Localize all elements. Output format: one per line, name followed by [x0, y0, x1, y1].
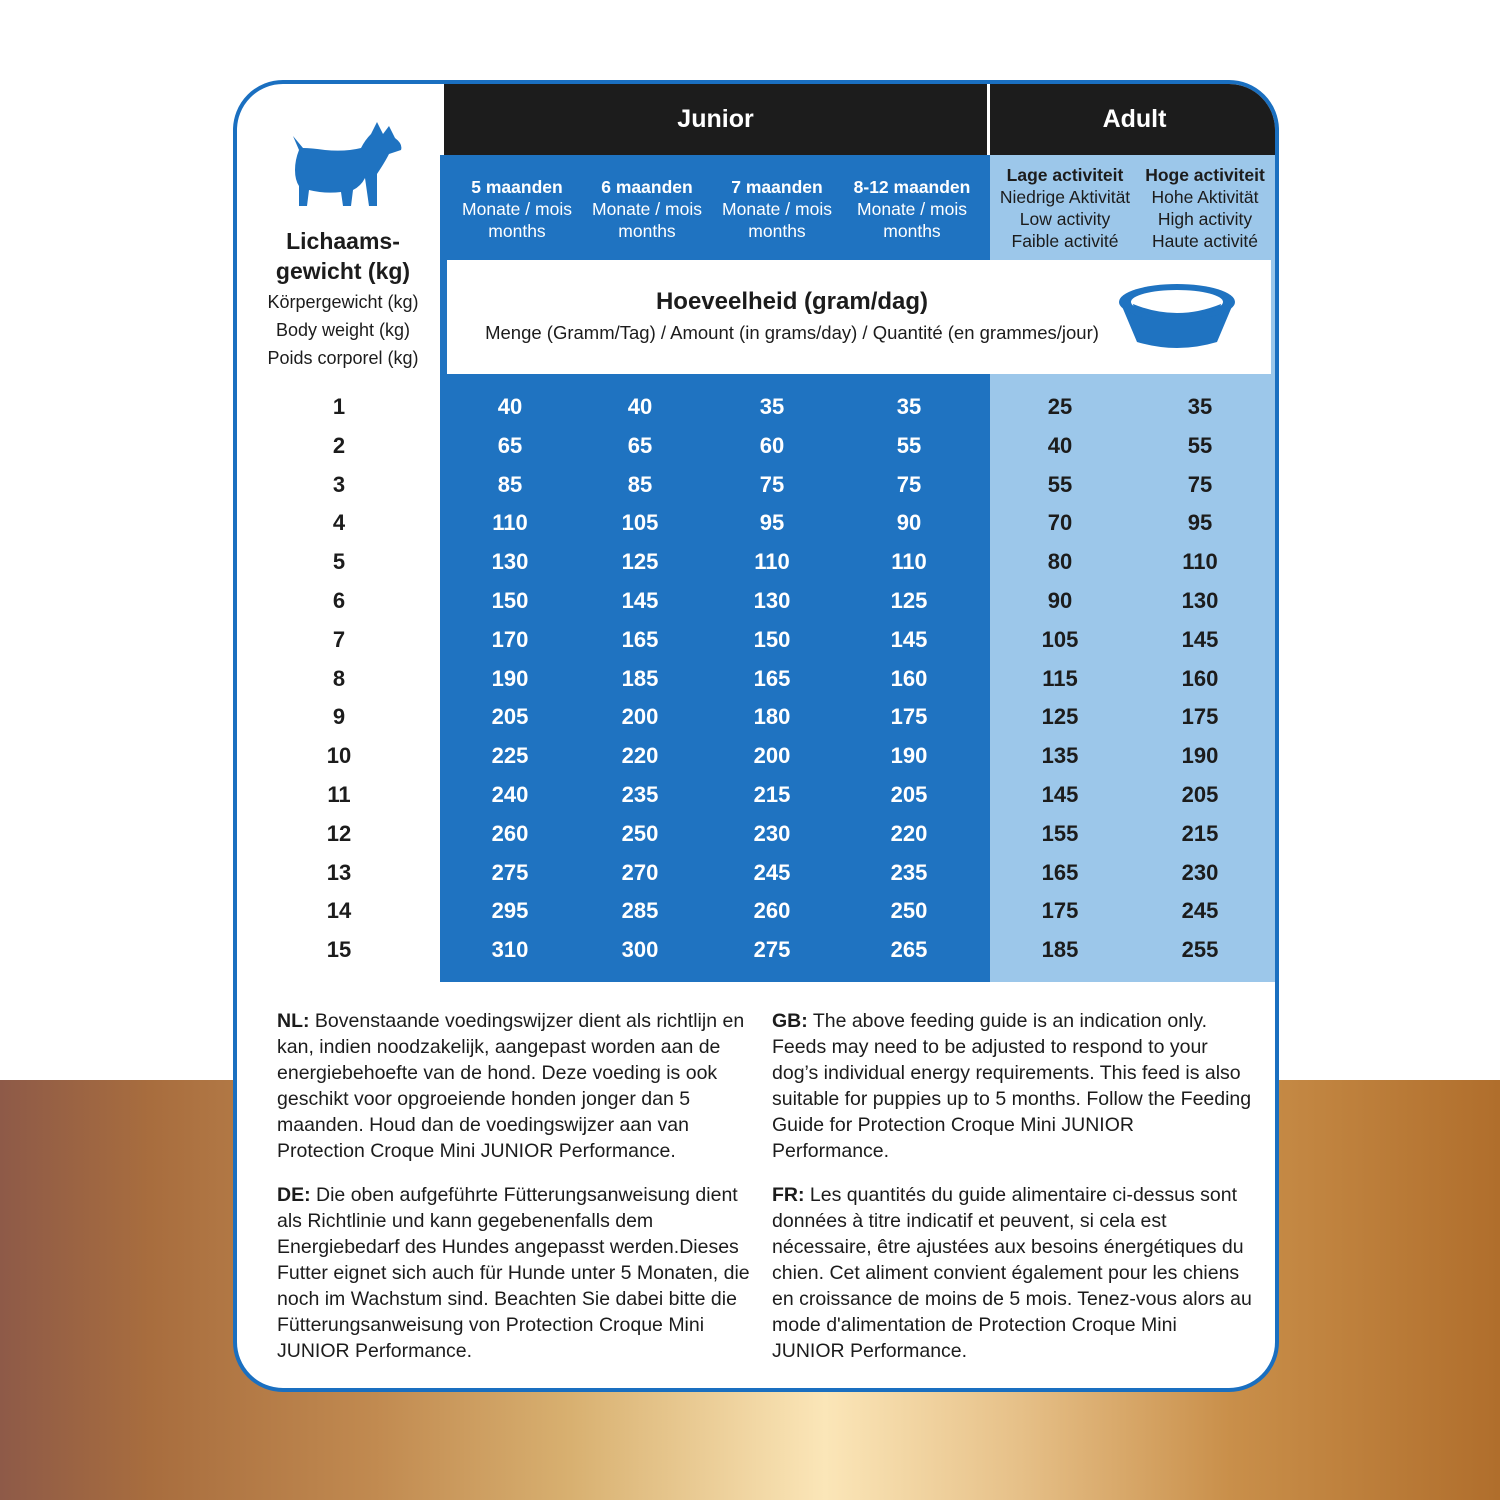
amount-cell: 265: [890, 937, 928, 963]
amount-cell: 190: [890, 743, 928, 769]
body-weight-cell: 11: [327, 782, 351, 807]
column-subtitle: Monate / mois: [857, 199, 967, 219]
amount-cell: 75: [759, 471, 785, 497]
note-text: Les quantités du guide alimentaire ci-dessus sont données à titre indicatif et peuvent, si cela est nécessaire, être ajustées aux besoins énergétiques du chien. Cet aliment convient également pour les chiens en croissance de moins de 5 mois. Tenez-vous alors au mode d'alimentation de Protection Croque Mini JUNIOR Performance.: [772, 1184, 1252, 1362]
amount-cell: 205: [1181, 782, 1219, 807]
body-weight-cell: 7: [332, 626, 346, 652]
amount-cell: 125: [621, 549, 659, 575]
column-subtitle: Haute activité: [1151, 231, 1259, 251]
amount-cell: 295: [491, 898, 529, 924]
amount-cell: 250: [890, 898, 928, 924]
body-weight-cell: 2: [332, 432, 346, 458]
amount-cell: 245: [753, 859, 791, 885]
amount-cell: 35: [896, 394, 922, 419]
amount-cell: 65: [627, 432, 653, 458]
amount-cell: 220: [890, 820, 928, 846]
column-header-7-months: [712, 176, 842, 242]
note-fr: [772, 1182, 1254, 1364]
amount-cell: 65: [497, 432, 523, 458]
amount-cell: 250: [621, 820, 659, 846]
table-row: [237, 696, 1279, 735]
column-header-6-months: [582, 176, 712, 242]
amount-cell: 255: [1181, 937, 1219, 963]
body-weight-cell: 9: [332, 704, 346, 730]
column-subtitle: months: [618, 221, 676, 241]
amount-cell: 190: [491, 665, 529, 691]
table-row: [237, 774, 1279, 813]
food-bowl-icon: [1117, 280, 1237, 350]
amount-cell: 260: [491, 820, 529, 846]
column-subtitle: Hohe Aktivität: [1151, 187, 1259, 207]
column-title: 8-12 maanden: [853, 177, 971, 197]
junior-header: [444, 84, 987, 155]
amount-cell: 230: [1181, 859, 1219, 885]
table-row: [237, 813, 1279, 852]
column-subtitle: months: [488, 221, 546, 241]
amount-cell: 175: [890, 704, 928, 730]
body-weight-cell: 15: [326, 937, 352, 963]
amount-cell: 215: [1181, 820, 1219, 846]
amount-cell: 40: [627, 394, 653, 419]
amount-cell: 110: [754, 549, 790, 575]
note-de: [277, 1182, 759, 1364]
amount-cell: 185: [621, 665, 659, 691]
column-subtitle: Niedrige Aktivität: [999, 187, 1131, 207]
amount-cell: 270: [621, 859, 659, 885]
amount-cell: 130: [1181, 588, 1219, 613]
amount-cell: 215: [753, 782, 791, 807]
body-weight-cell: 12: [326, 820, 352, 846]
body-weight-cell: 4: [332, 510, 346, 536]
amount-cell: 175: [1181, 704, 1219, 730]
table-row: [237, 890, 1279, 929]
amount-cell: 115: [1042, 665, 1078, 691]
amount-cell: 180: [753, 704, 791, 730]
amount-title: Hoeveelheid (gram/dag): [655, 288, 929, 315]
body-weight-en: Body weight (kg): [275, 320, 411, 340]
dog-icon: [285, 120, 411, 208]
amount-cell: 25: [1047, 394, 1073, 419]
amount-cell: 35: [1187, 394, 1213, 419]
amount-cell: 165: [753, 665, 791, 691]
amount-cell: 185: [1041, 937, 1079, 963]
amount-cell: 220: [621, 743, 659, 769]
amount-subtitle: Menge (Gramm/Tag) / Amount (in grams/day) / Quantité (en grammes/jour): [485, 322, 1099, 343]
amount-cell: 160: [890, 665, 928, 691]
amount-cell: 40: [1047, 432, 1073, 458]
column-title: 5 maanden: [471, 177, 563, 197]
amount-cell: 135: [1041, 743, 1079, 769]
amount-cell: 90: [896, 510, 922, 536]
body-weight-nl-line1: Lichaams-: [286, 228, 400, 254]
amount-cell: 205: [890, 782, 928, 807]
amount-cell: 55: [1047, 471, 1073, 497]
column-subtitle: Monate / mois: [462, 199, 572, 219]
amount-cell: 90: [1047, 588, 1073, 613]
amount-cell: 285: [621, 898, 659, 924]
body-weight-nl-line2: gewicht (kg): [275, 258, 411, 284]
table-row: [237, 386, 1279, 425]
amount-cell: 300: [621, 937, 659, 963]
amount-cell: 130: [491, 549, 529, 575]
table-row: [237, 852, 1279, 891]
column-title: Lage activiteit: [1006, 165, 1124, 185]
amount-cell: 275: [753, 937, 791, 963]
amount-cell: 80: [1047, 549, 1073, 575]
amount-cell: 75: [896, 471, 922, 497]
amount-cell: 105: [1041, 626, 1079, 652]
column-subtitle: Low activity: [1019, 209, 1111, 229]
column-title: Hoge activiteit: [1145, 165, 1265, 185]
table-row: [237, 735, 1279, 774]
amount-cell: 145: [890, 626, 928, 652]
body-weight-cell: 5: [332, 549, 346, 575]
column-header-high-activity: [1135, 164, 1275, 252]
body-weight-cell: 1: [332, 394, 346, 419]
amount-cell: 35: [759, 394, 785, 419]
amount-cell: 110: [1182, 549, 1218, 575]
amount-cell: 200: [753, 743, 791, 769]
amount-cell: 235: [621, 782, 659, 807]
note-text: Die oben aufgeführte Fütterungsanweisung dient als Richtlinie und kann gegebenenfalls dem Energiebedarf des Hundes angepasst werden.Dieses Futter eignet sich auch für Hunde unter 5 Monaten, die noch im Wachstum sind. Beachten Sie dabei bitte die Fütterungsanweisung von Protection Croque Mini JUNIOR Performance.: [277, 1184, 750, 1362]
column-header-low-activity: [995, 164, 1135, 252]
note-label: GB:: [772, 1010, 808, 1032]
amount-cell: 60: [759, 432, 785, 458]
column-subtitle: High activity: [1157, 209, 1253, 229]
table-row: [237, 658, 1279, 697]
amount-cell: 165: [1041, 859, 1079, 885]
amount-cell: 145: [621, 588, 659, 613]
feeding-guide-card: [233, 80, 1279, 1392]
amount-cell: 310: [491, 937, 529, 963]
amount-cell: 110: [891, 549, 927, 575]
column-subtitle: Faible activité: [1011, 231, 1119, 251]
amount-cell: 95: [759, 510, 785, 536]
amount-cell: 165: [621, 626, 659, 652]
adult-header-label: Adult: [1102, 105, 1167, 133]
table-row: [237, 502, 1279, 541]
amount-cell: 190: [1181, 743, 1219, 769]
table-row: [237, 929, 1279, 968]
amount-cell: 125: [890, 588, 928, 613]
amount-cell: 275: [491, 859, 529, 885]
amount-cell: 145: [1181, 626, 1219, 652]
column-title: 7 maanden: [731, 177, 823, 197]
note-nl: [277, 1008, 759, 1164]
junior-header-label: Junior: [677, 105, 754, 133]
amount-cell: 175: [1041, 898, 1079, 924]
body-weight-cell: 13: [326, 859, 352, 885]
column-subtitle: months: [883, 221, 941, 241]
amount-cell: 130: [753, 588, 791, 613]
column-subtitle: months: [748, 221, 806, 241]
column-subtitle: Monate / mois: [592, 199, 702, 219]
note-text: The above feeding guide is an indication only. Feeds may need to be adjusted to respond to your dog’s individual energy requirements. This feed is also suitable for puppies up to 5 months. Follow the Feeding Guide for Protection Croque Mini JUNIOR Performance.: [772, 1010, 1252, 1162]
amount-cell: 125: [1041, 704, 1079, 730]
body-weight-de: Körpergewicht (kg): [267, 292, 419, 312]
column-title: 6 maanden: [601, 177, 693, 197]
amount-cell: 205: [491, 704, 529, 730]
amount-cell: 235: [890, 859, 928, 885]
amount-cell: 155: [1041, 820, 1079, 846]
body-weight-cell: 14: [326, 898, 352, 924]
body-weight-cell: 10: [326, 743, 352, 769]
body-weight-title: [255, 226, 431, 286]
amount-cell: 85: [627, 471, 653, 497]
table-row: [237, 425, 1279, 464]
amount-cell: 150: [753, 626, 791, 652]
amount-cell: 55: [896, 432, 922, 458]
amount-cell: 245: [1181, 898, 1219, 924]
table-row: [237, 464, 1279, 503]
amount-cell: 70: [1047, 510, 1073, 536]
amount-cell: 160: [1181, 665, 1219, 691]
amount-cell: 55: [1187, 432, 1213, 458]
amount-cell: 150: [491, 588, 529, 613]
table-row: [237, 619, 1279, 658]
body-weight-fr: Poids corporel (kg): [267, 348, 419, 368]
note-label: NL:: [277, 1010, 310, 1032]
table-row: [237, 580, 1279, 619]
amount-cell: 105: [621, 510, 659, 536]
amount-cell: 240: [491, 782, 529, 807]
amount-banner: [447, 260, 1271, 374]
note-label: DE:: [277, 1184, 311, 1206]
body-weight-translations: [255, 288, 431, 372]
amount-cell: 230: [753, 820, 791, 846]
amount-cell: 95: [1187, 510, 1213, 536]
note-text: Bovenstaande voedingswijzer dient als richtlijn en kan, indien noodzakelijk, aangepast worden aan de energiebehoefte van de hond. Deze voeding is ook geschikt voor opgroeiende honden jonger dan 5 maanden. Houd dan de voedingswijzer aan van Protection Croque Mini JUNIOR Performance.: [277, 1010, 745, 1162]
table-row: [237, 541, 1279, 580]
adult-header: [990, 84, 1279, 155]
column-subtitle: Monate / mois: [722, 199, 832, 219]
amount-cell: 225: [491, 743, 529, 769]
amount-cell: 110: [492, 510, 528, 536]
amount-cell: 85: [497, 471, 523, 497]
body-weight-cell: 6: [332, 588, 346, 613]
amount-cell: 260: [753, 898, 791, 924]
note-label: FR:: [772, 1184, 805, 1206]
body-weight-cell: 8: [332, 665, 346, 691]
amount-cell: 170: [491, 626, 529, 652]
amount-cell: 145: [1041, 782, 1079, 807]
column-header-5-months: [452, 176, 582, 242]
amount-cell: 200: [621, 704, 659, 730]
column-header-8-12-months: [842, 176, 982, 242]
note-gb: [772, 1008, 1254, 1164]
body-weight-cell: 3: [332, 471, 346, 497]
amount-cell: 40: [497, 394, 523, 419]
amount-cell: 75: [1187, 471, 1213, 497]
